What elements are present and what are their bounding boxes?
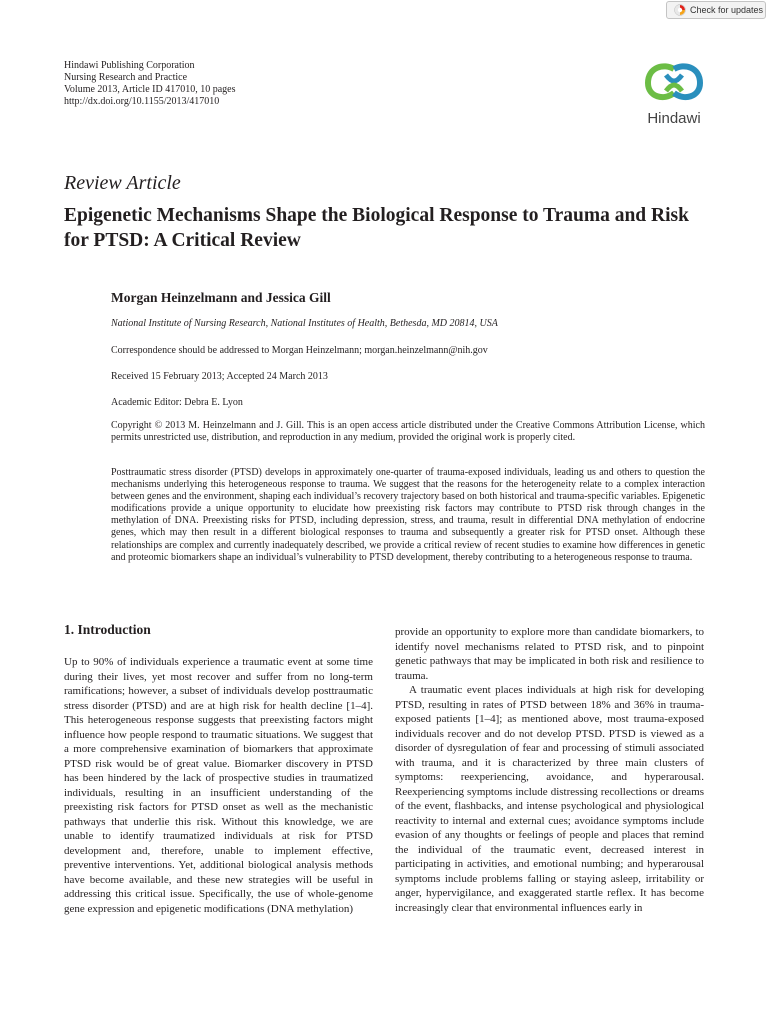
doi-link[interactable]: http://dx.doi.org/10.1155/2013/417010	[64, 96, 220, 107]
journal-name: Nursing Research and Practice	[64, 72, 188, 83]
article-type: Review Article	[64, 172, 181, 194]
body-right-column	[395, 625, 704, 915]
publisher-name: Hindawi Publishing Corporation	[64, 60, 195, 71]
hindawi-logo-text: Hindawi	[647, 110, 701, 127]
authors: Morgan Heinzelmann and Jessica Gill	[111, 290, 331, 305]
paragraph: provide an opportunity to explore more than candidate biomarkers, to identify novel mechanisms related to PTSD risk, and to pinpoint genetic pathways that may be implicated in both risk and resilience to trauma.	[395, 626, 704, 682]
article-title: Epigenetic Mechanisms Shape the Biological Response to Trauma and Risk for PTSD: A Critical Review	[64, 205, 689, 251]
received-dates: Received 15 February 2013; Accepted 24 March 2013	[111, 371, 328, 382]
paragraph: A traumatic event places individuals at high risk for developing PTSD, resulting in rates of PTSD between 18% and 36% in trauma-exposed patients [1–4]; as mentioned above, most trauma-exposed individuals recover and do not develop PTSD. PTSD is viewed as a disorder of dysregulation of fear and processing of stimuli associated with trauma, and it is characterized by three main clusters of symptoms: reexperiencing, avoidance, and hyperarousal. Reexperiencing symptoms include distressing recollections or dreams of the event, flashbacks, and intense psychological and physiological reactivity to internal and external cues; avoidance symptoms include evasion of any thoughts or feelings of people and places that remind the individual of the traumatic event, decreased interest in participating in activities, and emotional numbing; and hyperarousal symptoms include problems falling or staying asleep, irritability or anger, hypervigilance, and exaggerated startle reflex. It has become increasingly clear that environmental influences early in	[395, 684, 704, 914]
paragraph: Up to 90% of individuals experience a traumatic event at some time during their lives, yet most recover and suffer from no long-term ramifications; however, a subset of individuals develop posttraumatic stress disorder (PTSD) and are at high risk for health decline [1–4]. This heterogeneous response suggests that preexisting factors might influence how people respond to traumatic situations. We suggest that a more comprehensive examination of biomarkers that approximate PTSD risk would be of great value. Biomarker discovery in PTSD has been hindered by the lack of prospective studies in traumatized individuals, resulting in an insufficient understanding of the preexisting risk factors for PTSD onset as well as the mechanistic pathways that underlie this risk. Without this knowledge, we are unable to identify traumatized individuals at risk for PTSD development and, therefore, unable to implement effective, preventive interventions. Yet, additional biological analysis methods have become available, and these new strategies will be useful in addressing this critical issue. Specifically, the use of whole-genome gene expression and epigenetic modifications (DNA methylation)	[64, 656, 373, 915]
publication-info	[64, 60, 235, 108]
copyright-notice: Copyright © 2013 M. Heinzelmann and J. Gill. This is an open access article distributed under the Creative Commons Attribution License, which permits unrestricted use, distribution, and reproduction in any medium, provided the original work is properly cited.	[111, 420, 705, 443]
check-for-updates-button[interactable]	[666, 1, 766, 19]
academic-editor: Academic Editor: Debra E. Lyon	[111, 397, 243, 408]
correspondence: Correspondence should be addressed to Morgan Heinzelmann; morgan.heinzelmann@nih.gov	[111, 345, 488, 356]
volume-info: Volume 2013, Article ID 417010, 10 pages	[64, 84, 236, 95]
check-for-updates-label: Check for updates	[690, 5, 764, 15]
affiliation: National Institute of Nursing Research, National Institutes of Health, Bethesda, MD 20814, USA	[111, 318, 498, 329]
crossmark-icon	[674, 4, 686, 16]
body-left-column	[64, 655, 373, 916]
abstract: Posttraumatic stress disorder (PTSD) develops in approximately one-quarter of trauma-exposed individuals, leading us and others to question the mechanisms underlying this heterogeneous response to trauma. We suggest that the reasons for the heterogeneity relate to a complex interaction between genes and the environment, shaping each individual’s recovery trajectory based on both historical and trauma-specific variables. Epigenetic modifications provide a unique opportunity to elucidate how preexisting risk factors may contribute to PTSD risk through changes in the methylation of DNA. Preexisting risks for PTSD, including depression, stress, and trauma, result in differential DNA methylation of endocrine genes, which may then result in a different biological responses to trauma and subsequently a greater risk for PTSD onset. Although these relationships are complex and currently inadequately described, we provide a critical review of recent studies to examine how differences in genetic and proteomic biomarkers shape an individual’s vulnerability to PTSD development, thereby contributing to a heterogeneous response to trauma.	[111, 467, 705, 563]
section-heading: 1. Introduction	[64, 622, 151, 637]
